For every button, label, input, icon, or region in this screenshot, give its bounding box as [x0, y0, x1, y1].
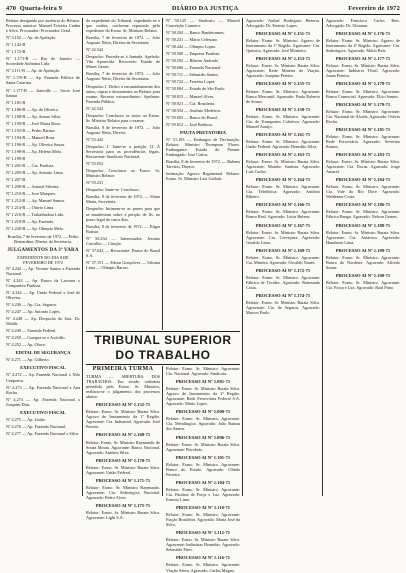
paragraph: Relator: Exmo. Sr. Ministro Barata Silva. Agravante: Indústrias Reunidas. Agravado: Sebastião Pires.: [166, 537, 240, 553]
paragraph: Nº 1.186-B — Ap. de Oliveira.: [6, 106, 59, 112]
paragraph: Nº 1.142-B: [6, 42, 26, 48]
paragraph: do expediente do Tribunal, expedindo-se o que couber, conforme reportado pelo expediente do Exmo. Sr. Ministro Relator.: [86, 18, 160, 34]
paragraph: Nº 4.274 — Ap. Fazenda Nacional x Joaquim Dias.: [6, 396, 80, 407]
paragraph: Relator: Exmo. Sr. Ministro Barata Silva. Agravante: Indústria Têxtil. Agravado: Joana Pereira.: [326, 63, 400, 79]
paragraph: Nº 4.248 — Ap. Despacho do Juiz. Dr. Waldir.: [6, 316, 80, 327]
section-subheading: PROCESSO AI Nº 1.110-71: [175, 505, 231, 511]
paragraph: Relator: Exmo. Sr. Ministro. Agravante: Fábrica Bangu. Agravado: Nelson Gomes.: [326, 209, 400, 220]
paragraph: Nº 58.815 — Manoel Alves.: [166, 93, 215, 99]
paragraph: Nº 4.272 — Ap. Fazenda Nacional x Nilo Cerqueira.: [6, 372, 80, 383]
masthead-line-2: DO TRABALHO: [115, 348, 211, 362]
paragraph: Nº 1.199-B: [6, 155, 26, 161]
paragraph: Nº 1.201-B — Cia. Paulista.: [6, 163, 55, 169]
section-subheading: PROCESSO AI Nº 1.163-71: [255, 151, 311, 157]
paragraph: Relator: Exmo. Sr. Ministro. Agravante: Banco Comercial. Agravado: Élcio Santos.: [326, 88, 400, 99]
paragraph: Nº 42.542: [86, 105, 104, 111]
paragraph: Nº 1.214-B — Otávio Lima.: [6, 205, 55, 211]
paragraph: Relator: Exmo. Sr. Ministro Barata Silva. Agravo de Instrumento da 2ª Região. Agravante: Rede Ferroviária Federal S.A. Agravado: Mário Lopes.: [166, 386, 240, 407]
paragraph: Nº 1.172-B: [6, 49, 26, 55]
section-subheading: PROCESSO AI Nº 1.167-71: [255, 222, 311, 228]
column-1: [6, 18, 80, 496]
paragraph: Relator: Exmo. Sr. Ministro Barata Silva. Agravante: Petrobrás.: [166, 441, 240, 452]
column-5: [326, 18, 400, 496]
masthead-line-1: TRIBUNAL SUPERIOR: [94, 333, 232, 347]
section-subheading: PROCESSO AI Nº 1.174-71: [255, 293, 311, 299]
paragraph: Relator: Exmo. Sr. Ministro. Agravante: Cia. Paulista de Força e Luz. Agravado: Ernesto Lima.: [166, 486, 240, 502]
section-heading: PRIMEIRA TURMA: [92, 365, 154, 372]
paragraph: Nº 58.125 — Sindicato — Manoel Conceição Carneiro.: [166, 18, 240, 29]
section-subheading: PROCESSO AI Nº 1.161-71: [255, 131, 311, 137]
paragraph: Nº 57.042 — Recorrente: Banco do Brasil S.A.: [86, 247, 160, 258]
column-rule: [162, 366, 163, 496]
paragraph: Nº 1.220-B — Ap. Olímpio Melo.: [6, 226, 64, 232]
paragraph: Nº 1.205-B — Ap. Antonio Lima.: [6, 170, 64, 176]
section-subheading: PROCESSO AI Nº 1.170-71: [95, 457, 151, 463]
paragraph: Nº 4.243 — Ap. Banco da Lavoura x Companhia Paulista.: [6, 277, 80, 288]
paragraph: Nº 4.252 — Ap. Olavo.: [6, 342, 46, 348]
paragraph: Relator: Exmo. Sr. Ministro Barata Silva. Agravante: União Federal.: [86, 464, 160, 475]
paragraph: Relator: Exmo. Sr. Ministro Raymundo de Souza Moura. Agravante: Banco Nacional. Agravado: Antônio Silva.: [86, 439, 160, 455]
section-subheading: PROCESSO AI Nº 1.155-71: [255, 81, 311, 87]
paragraph: Nº 1.171-B — Rio de Janeiro — Sociedade Anônima Ltda.: [6, 56, 80, 67]
paragraph: Relator: Exmo. Sr. Ministro. Agravante: Cia. Metalúrgica. Agravado: João Batista dos Santos.: [166, 416, 240, 432]
paragraph: Relator: Exmo. Sr. Ministro. Agravante: Banco do Estado. Agravado: Olinda Ferreira.: [166, 461, 240, 477]
section-subheading: PROCESSO AI Nº 1.168-71: [95, 432, 151, 438]
paragraph: Nº 1.207-B: [6, 177, 26, 183]
paragraph: Nº 58.934 — Antônio Medeiros.: [166, 107, 222, 113]
paragraph: Brasília, 8 de fevereiro de 1972. — João Augusto Netto, Diretor.: [86, 124, 160, 135]
court-masthead: [86, 331, 240, 365]
paragraph: Nº 1.177-B — Joinville — Sócio José Itamar.: [6, 87, 80, 98]
paragraph: Brasília, 7 de fevereiro de 1972. — Pedro Bernardino, Diretor da Secretaria.: [7, 233, 79, 244]
paragraph: Relator: Exmo. Sr. Ministro. Agravante: Cia. Mineira. Agravado: Osvaldo Nunes.: [246, 254, 320, 265]
section-subheading: PROCESSO AI Nº 1.178-71: [335, 81, 391, 87]
section-subheading: PROCESSO AI Nº 1.132-71: [95, 402, 151, 408]
paragraph: Nº 58.231 — Mário Celestino.: [166, 37, 219, 43]
paragraph: Relator: Exmo. Sr. Ministro Barata Silva. Agravante: Rede Mineira de Viação. Agravado: Joaquim Pereira.: [246, 63, 320, 79]
section-subheading: PROCESSO AI Nº 1.151-71: [255, 31, 311, 37]
section-subheading: EDITAL DE SEGURANÇA: [15, 350, 71, 356]
paragraph: Despacho: Conclusos ao Exmo. Sr. Ministro Relator.: [86, 168, 160, 179]
paragraph: Brasília, 8 de fevereiro de 1972. — Rubens Tarcísio, Diretor.: [166, 158, 240, 170]
paragraph: Relator: Exmo. Sr. Ministro. Agravante: Banco do Nordeste. Agravado: Alfredo Souza.: [326, 254, 400, 270]
paragraph: Nº 1.208-B — Amaral Silveira.: [6, 184, 60, 190]
paragraph: Nº 4.249 — Fazenda Federal.: [6, 328, 57, 334]
section-subheading: PROCESSO AI Nº 1.096-71: [175, 434, 231, 440]
paragraph: Relator: Exmo. Sr. Ministro. Agravante: União Federal. Agravado: Benedito Silva.: [246, 138, 320, 149]
paragraph: Despacho: Junte-se. Conclusos.: [86, 187, 140, 193]
paragraph: Relator: Exmo. Sr. Ministro. Agravante: Banco Real. Agravado: Lúcia Helena.: [246, 209, 320, 220]
section-subheading: PROCESSO AI Nº 1.112-71: [175, 530, 231, 536]
section-subheading: PROCESSO AI Nº 1.081-71: [175, 379, 231, 385]
paragraph: Nº 1.176-B — Ap. Fazenda Pública de Santa Catarina.: [6, 75, 80, 86]
paragraph: Nº 56.234 — Interessados: Jesuíno Carvalho — Citação.: [86, 235, 160, 246]
paragraph: Nº 58.804 — Estado de São Paulo.: [166, 86, 226, 92]
section-subheading: PROCESSO AI Nº 1.164-71: [255, 177, 311, 183]
paragraph: Nº 55.231: [86, 180, 104, 186]
paragraph: Nº 42.542: [86, 47, 104, 53]
paragraph: Relator: Exmo. Sr. Ministro Raymundo. Agravante: Cia. Siderúrgica Nacional. Agravado: Pedro Alves.: [86, 484, 160, 500]
paragraph: Relator: Exmo. Sr. Ministro Barata Silva. Agravante: Moinho Santista. Agravado: Luís Carlos.: [246, 159, 320, 175]
paragraph: Nº 4.271 — Ap. Gilberto.: [6, 357, 50, 363]
paragraph: Nº 1.210-B — José Marques.: [6, 191, 56, 197]
paragraph: Relator: Exmo. Sr. Ministro. Agravante: Cia. Força e Luz. Agravado: Raul Pinto.: [326, 279, 400, 290]
paragraph: Nº 1.218-B — Ap. Fazenda.: [6, 219, 54, 225]
paragraph: Nº 4.242 — Ap. Vicente Santos x Fazenda Nacional.: [6, 265, 80, 276]
section-subheading: PROCESSO AI Nº 1.171-71: [95, 477, 151, 483]
paragraph: Nº 4.273 — Ap. Fazenda Nacional x Ana Rocha.: [6, 384, 80, 395]
section-subheading: PROCESSO AI Nº 1.179-71: [335, 101, 391, 107]
paragraph: Relator: Exmo. Sr. Ministro Barata Silva. Agravante: Cia. Antártica. Agravado: Humberto Lima.: [326, 229, 400, 245]
column-2-lower: [86, 374, 160, 521]
paragraph: Relator: Exmo. Sr. Ministro. Agravante: Cia. de Transportes Coletivos. Agravado: Manoel Araújo.: [246, 113, 320, 129]
paragraph: Nº 59.003 — Banco do Brasil.: [166, 114, 218, 120]
column-3-lower: [166, 366, 240, 573]
column-3: [166, 18, 240, 329]
paragraph: Nº 1.188-B — Ap. Amaro Silva.: [6, 113, 62, 119]
section-subheading: PROCESSO AI Nº 1.177-71: [335, 56, 391, 62]
section-subheading: PROCESSO AI Nº 1.104-71: [175, 479, 231, 485]
paragraph: Nº 58.606 — Fazenda Nacional.: [166, 65, 222, 71]
paragraph: Nº 58.722 — Ferreira Lopes.: [166, 79, 216, 85]
paragraph: Despacho: I. Junte-se a petição. II. À Secretaria para as providências legais. Recorrente: Sindicato Nacional.: [86, 143, 160, 160]
paragraph: Nº 1.194-B — Manoel Rosa.: [6, 134, 56, 140]
column-rule: [162, 18, 163, 330]
paragraph: Despacho: Conclusos os autos ao Exmo. Sr. Ministro Relator para o exame.: [86, 112, 160, 123]
section-subheading: PROCESSO AI Nº 1.158-71: [255, 106, 311, 112]
section-subheading: PROCESSO AI Nº 1.153-71: [255, 56, 311, 62]
paragraph: Nº 4.275 — Ap. União.: [6, 416, 46, 422]
section-subheading: PROCESSO AI Nº 1.188-71: [335, 222, 391, 228]
paragraph: Nº 4.276 — Ap. Fazenda Nacional.: [6, 423, 67, 429]
section-subheading: PROCESSO AI Nº 1.189-71: [335, 247, 391, 253]
section-subheading: PROCESSO AI Nº 1.169-71: [255, 247, 311, 253]
paragraph: EXPEDIENTE DO DIA 8 DE FEVEREIRO DE 1972: [17, 254, 69, 265]
paragraph: Relator: Exmo. Sr. Ministro. Agravante: Banco Mercantil. Agravado: Paulo Roberto de Souza.: [246, 88, 320, 104]
section-subheading: PROCESSO AI Nº 1.116-71: [175, 555, 231, 561]
paragraph: Relator designado por ausência do Relator. Processo anterior: Manuel Teixeira Cunha e Silva. Procurador: Procurador Geral.: [6, 18, 80, 34]
paragraph: Nº 3.102 — Ap. de Apelação.: [6, 35, 57, 41]
paragraph: Despacho: Proceda-se à Juntada. Apelado: Vila Aparecida. Recorrido: Estado de Minas Gerais.: [86, 54, 160, 70]
paragraph: Relator: Exmo. Sr. Ministro. Agravo de Instrumento da 1ª Região. Agravante: Cia. Química. Agravado: José Monteiro.: [246, 38, 320, 54]
paragraph: Nº 1.190-B — José Maria Rosa.: [6, 120, 61, 126]
paragraph: Nº 1.181-B: [6, 99, 26, 105]
paragraph: Agravado: Francisco Carlos Reis. Advogado: Dr. Ubiratan.: [326, 18, 400, 29]
paragraph: Relator: Exmo. Sr. Ministro Barata Silva. Agravante: Cia. Cervejaria. Agravado: Geraldo Lima.: [246, 229, 320, 245]
paragraph: Brasília, 8 de fevereiro de 1972. — Edgar Batista.: [86, 223, 160, 234]
paragraph: Brasília, 8 de fevereiro de 1972. — Sônia Maria, Secretária.: [86, 194, 160, 205]
section-subheading: PROCESSO AI Nº 1.186-71: [335, 202, 391, 208]
column-rule: [82, 18, 83, 496]
paragraph: Relator: Exmo. Sr. Ministro. Agravante: Fábrica de Tecidos. Agravado: Raimundo Costa.: [246, 274, 320, 290]
paragraph: Brasília, 7 de fevereiro de 1972. — João Augusto Netto, Diretor da Secretaria.: [86, 35, 160, 46]
paragraph: Despacho: I. Defiro o encaminhamento dos autos, cópias e documentos ao Relator para exame. Recurso extraordinário. Apelante: Fazenda Pública.: [86, 83, 160, 104]
paragraph: Nº 55.052: [86, 161, 104, 167]
paragraph: Nº 58.442 — Olímpio Lopes.: [166, 44, 217, 50]
column-rule: [242, 18, 243, 496]
section-subheading: PROCESSO AI Nº 1.175-71: [95, 502, 151, 508]
column-rule: [322, 18, 323, 496]
section-subheading: PROCESSO AI Nº 1.190-71: [335, 272, 391, 278]
paragraph: Relator: Exmo. Sr. Ministro. Agravante: Cia. Nacional de Álcalis. Agravado: Otávio Rocha.: [326, 108, 400, 124]
paragraph: Agravado: Anibal Rodrigues Bezerra. Advogado: Dr. Ernesto Lopes.: [246, 18, 320, 29]
section-subheading: PAUTA PRETATORIA: [180, 129, 226, 135]
paragraph: Nº 58.580 — Empresa Paulista.: [166, 51, 220, 57]
section-subheading: PROCESSO AI Nº 1.183-71: [335, 151, 391, 157]
paragraph: Intimação: Agravo Regimental. Relator: Exmo. Sr. Ministro Luiz Gallotti.: [166, 171, 240, 182]
page-number-and-date: 470 Quarta-feira 9: [6, 4, 63, 12]
paragraph: Relator: Exmo. Sr. Ministro Barata Silva. Agravante: Cia. de Seguros. Agravado: Marcos Paulo.: [246, 300, 320, 316]
paragraph: Nº 3.111-B — Ap. de Apelação.: [6, 68, 61, 74]
column-4: [246, 18, 320, 496]
paragraph: Relator: Exmo. Sr. Ministro. Agravante: Rede Ferroviária. Agravado: Severino Ramos.: [326, 133, 400, 149]
section-subheading: PROCESSO AI Nº 1.166-71: [255, 202, 311, 208]
paragraph: Nº 1.196-B — Ap. Oliveira Souza.: [6, 141, 66, 147]
paragraph: Relator: Exmo. Sr. Ministro. Agravante: Cia. Telefônica. Agravado: Antônio Ribeiro.: [246, 184, 320, 200]
section-subheading: PROCESSO AI Nº 1.101-71: [175, 454, 231, 460]
section-subheading: PROCESSO AI Nº 1.176-71: [335, 31, 391, 37]
paragraph: Relator: Exmo. Sr. Ministro. Agravante: Cia. Nacional. Agravado: Sindicato.: [166, 366, 240, 377]
paragraph: Nº 51.183 — Embargos de Declaração. Relator: Ministro Thompson Flores. Embargante: Estado do Paraná. Embargado: José Carlos.: [166, 136, 240, 157]
column-2: [86, 18, 160, 329]
paragraph: Nº 1.216-B — Trabalhadora Ltda.: [6, 212, 64, 218]
paragraph: Nº 59.012 — José Barbosa.: [166, 121, 213, 127]
paragraph: Nº 4.247 — Ap. Antonio Lopes.: [6, 309, 61, 315]
paragraph: Relator: Exmo. Sr. Ministro Barata Silva. Agravante: Cia. Docas. Agravado: Jorge Amaral.: [326, 159, 400, 175]
section-subheading: JULGAMENTOS DA 3ª VARA: [7, 247, 79, 253]
paragraph: Nº 4.277 — Ap. Fazenda Nacional x Silva.: [6, 430, 80, 436]
paragraph: Relator: Exmo. Sr. Ministro. Agravante: Cia. Vale do Rio Doce. Agravado: Waldemar Costa.: [326, 184, 400, 200]
paragraph: Despacho: Intimem-se as partes para que se manifestem sobre a petição de fls. no prazo legal de cinco dias.: [86, 206, 160, 222]
paragraph: Nº 1.212-B — Ap. Manuel Santos.: [6, 198, 66, 204]
paragraph: Nº 4.246 — Ap. Cia. Seguros.: [6, 302, 58, 308]
paragraph: Nº 58.204 — Banco Bandeirantes.: [166, 30, 225, 36]
paragraph: Nº 1.193-B — Pedro Batista.: [6, 127, 56, 133]
paragraph: Relator: Exmo. Sr. Ministro. Agravante: Viação Aérea. Agravado: Carlos Magno.: [166, 562, 240, 573]
paragraph: Nº 53.442: [86, 136, 104, 142]
journal-title: DIÁRIO DA JUSTIÇA: [171, 4, 239, 12]
paragraph: Nº 1.198-B — Ap. Heleno Melo.: [6, 148, 63, 154]
paragraph: Nº 58.592 — Ribeiro Andrade.: [166, 58, 219, 64]
paragraph: Nº 4.244 — Ap. União Federal x José de Oliveira.: [6, 289, 80, 300]
paragraph: Relator: Exmo. Sr. Ministro. Agravante: Fiação Brasileira. Agravado: Maria José da Silva.: [166, 512, 240, 528]
paragraph: TURMA — ABERTURA DOS TRABALHOS. Em sessão ordinária presidida pelo Exmo. Sr. Ministro, realizou-se o julgamento dos processos abaixo.: [86, 374, 160, 400]
section-subheading: PROCESSO AI Nº 1.181-71: [335, 126, 391, 132]
paragraph: Brasília, 7 de fevereiro de 1972. — João Augusto Netto, Diretor da Secretaria.: [86, 71, 160, 82]
paragraph: Relator: Exmo. Sr. Ministro. Agravo de Instrumento da 4ª Região. Agravante: Cia. Siderúrgica. Agravado: Mário Reis.: [326, 38, 400, 54]
section-subheading: PROCESSO AI Nº 1.090-71: [175, 409, 231, 415]
header-date: Fevereiro de 1972: [348, 4, 400, 12]
paragraph: Nº 58.711 — Sebastião Santos.: [166, 72, 220, 78]
paragraph: Nº 57.151 — Edson Gonçalves — Silvana Lima — Olímpio Barros.: [86, 259, 160, 270]
paragraph: Relator: Exmo. Sr. Ministro Barata Silva. Agravo de Instrumento da 1ª Região. Agravante: Cia. Industrial. Agravado: José Pereira.: [86, 409, 160, 430]
paragraph: Relator: Exmo. Sr. Ministro Barata Silva. Agravante: Light S.A.: [86, 510, 160, 521]
section-subheading: EXECUTIVO FISCAL: [20, 409, 66, 415]
paragraph: Nº 58.921 — Cia. Brasileira.: [166, 100, 216, 106]
section-subheading: EXECUTIVO FISCAL: [20, 365, 66, 371]
page-header: [6, 2, 400, 15]
section-subheading: PROCESSO AI Nº 1.184-71: [335, 177, 391, 183]
paragraph: Nº 4.250 — Cumpra-se o Acórdão.: [6, 335, 66, 341]
section-subheading: PROCESSO AI Nº 1.172-71: [255, 267, 311, 273]
